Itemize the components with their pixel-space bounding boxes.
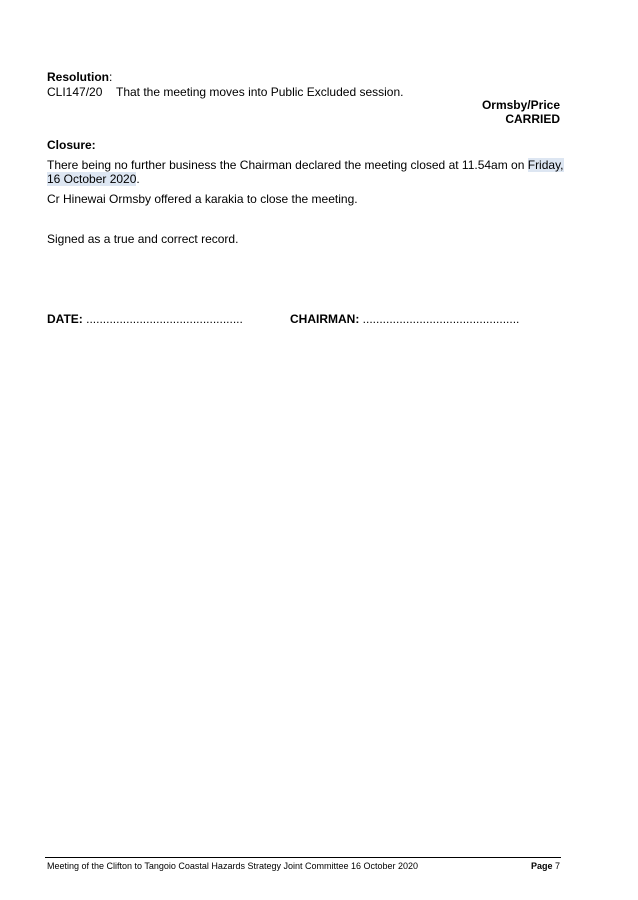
page-number: 7	[554, 861, 560, 871]
closure-text: There being no further business the Chairman declared the meeting closed at 11.54am on	[47, 158, 528, 172]
page-label: Page	[530, 861, 553, 871]
resolution-colon: :	[109, 70, 113, 84]
date-signature	[47, 312, 243, 326]
chairman-label: CHAIRMAN:	[290, 312, 360, 326]
closure-line-1	[47, 158, 564, 172]
resolution-heading	[47, 70, 112, 84]
resolution-outcome: CARRIED	[505, 112, 560, 126]
resolution-heading-text: Resolution	[47, 70, 109, 84]
closure-line-2	[47, 172, 140, 186]
footer-rule	[45, 857, 561, 858]
closure-heading: Closure:	[47, 138, 96, 152]
date-dots: ...............................................	[86, 312, 243, 326]
resolution-number: CLI147/20	[47, 85, 103, 99]
closure-date-highlight-1: Friday,	[527, 158, 564, 172]
signed-text: Signed as a true and correct record.	[47, 232, 239, 246]
date-label: DATE:	[47, 312, 83, 326]
closure-date-highlight-2: 16 October 2020	[47, 172, 137, 186]
karakia-text: Cr Hinewai Ormsby offered a karakia to close the meeting.	[47, 192, 358, 206]
resolution-mover: Ormsby/Price	[481, 98, 560, 112]
closure-period: .	[136, 172, 140, 186]
resolution-text: That the meeting moves into Public Excluded session.	[116, 85, 404, 99]
chairman-dots: ...............................................	[362, 312, 520, 326]
footer-text: Meeting of the Clifton to Tangoio Coastal Hazards Strategy Joint Committee 16 October 2020	[47, 861, 419, 871]
footer-page	[531, 861, 560, 871]
chairman-signature	[290, 312, 519, 326]
